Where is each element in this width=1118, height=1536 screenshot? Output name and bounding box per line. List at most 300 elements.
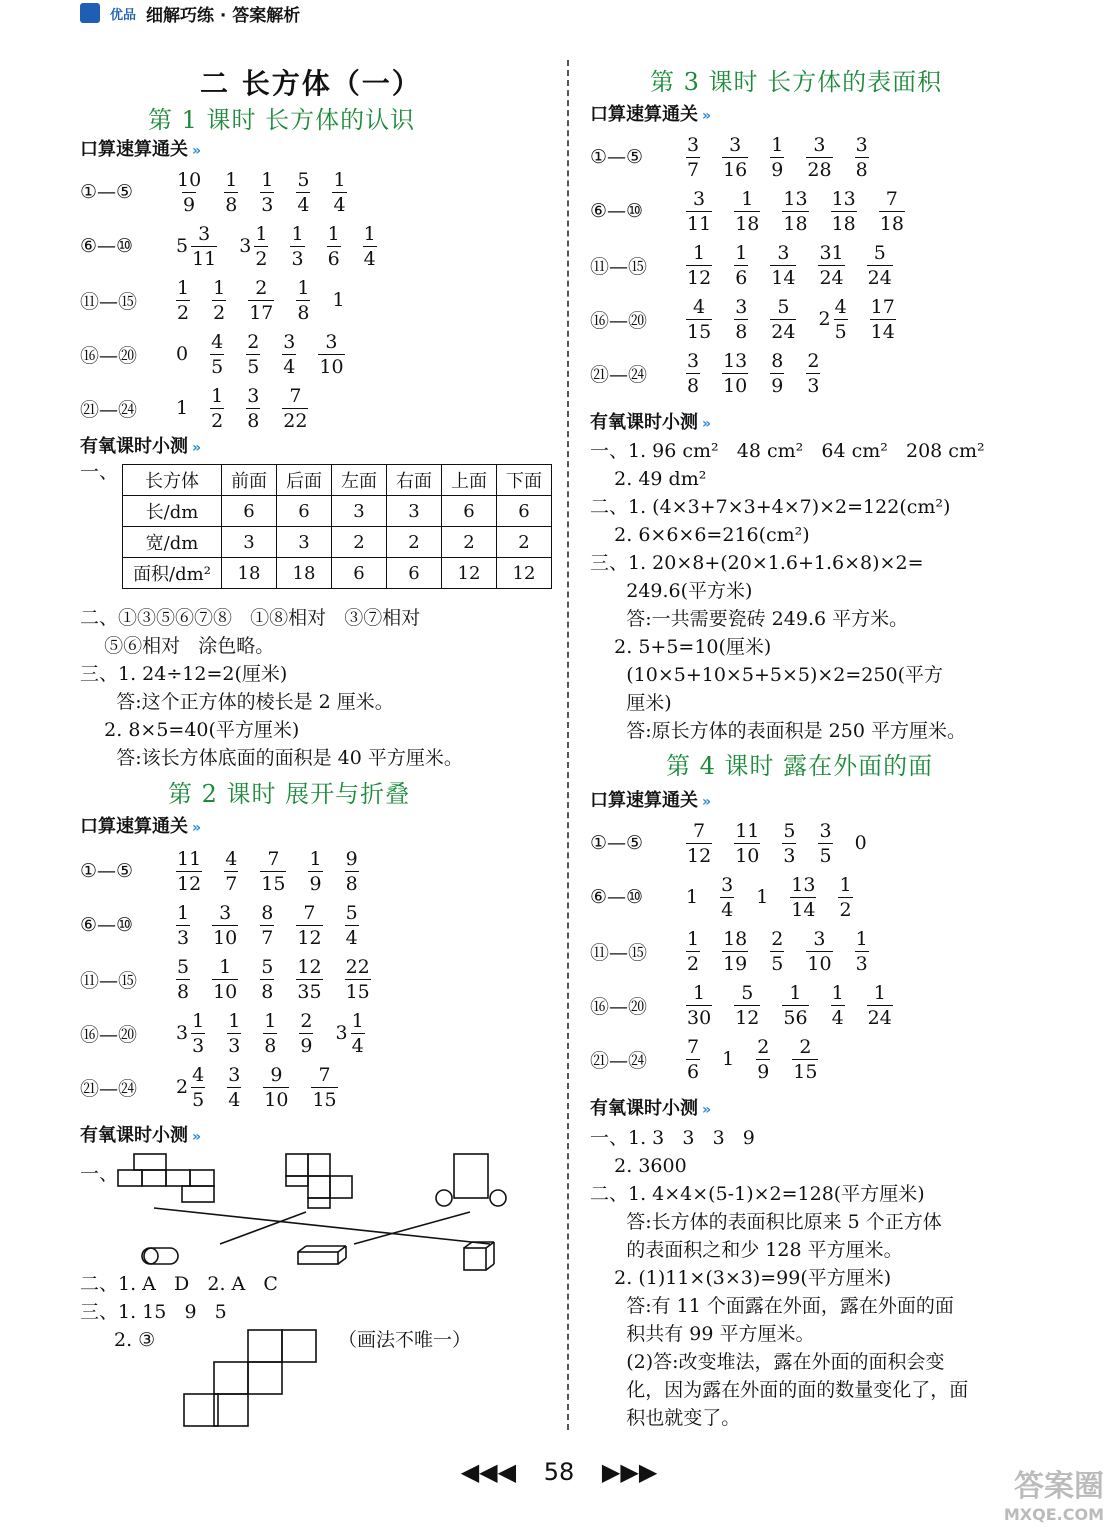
denominator: 24 — [771, 320, 796, 343]
row-label: ㉑—㉔ — [80, 398, 138, 421]
answer-line: 答:长方体的表面积比原来 5 个正方体 — [590, 1211, 942, 1233]
oral-answer-row — [590, 346, 905, 400]
numerator: 1 — [687, 927, 700, 950]
numerator: 1 — [177, 901, 190, 924]
whole-part: 2 — [818, 308, 831, 330]
denominator: 10 — [807, 952, 832, 975]
denominator: 9 — [771, 374, 784, 397]
fraction — [834, 295, 848, 344]
lesson1-area-table — [122, 464, 552, 589]
whole-part: 3 — [239, 235, 252, 257]
numerator: 7 — [267, 847, 280, 870]
numerator: 5 — [261, 955, 274, 978]
brand-name: 优品 — [110, 7, 137, 23]
numerator: 31 — [819, 241, 844, 264]
table-cell: 12 — [497, 558, 552, 589]
answer-line: 三、1. 20×8+(20×1.6+1.6×8)×2= — [590, 552, 924, 574]
numerator: 1 — [351, 1009, 364, 1032]
row-label: ⑪—⑮ — [80, 969, 138, 992]
oral-answer-row — [80, 219, 377, 273]
fraction — [855, 927, 869, 976]
fraction — [720, 873, 734, 922]
numerator: 1 — [831, 981, 844, 1004]
denominator: 4 — [283, 355, 296, 378]
lesson3-quiz-title: 有氧课时小测 » — [590, 412, 712, 433]
fraction — [770, 133, 784, 182]
oral-answer-row — [590, 816, 893, 870]
cylinder-shape — [142, 1248, 178, 1264]
numerator: 1 — [327, 222, 340, 245]
row-label: ⑪—⑮ — [80, 290, 138, 313]
denominator: 2 — [255, 247, 268, 270]
answer-line: 厘米) — [590, 692, 672, 714]
fraction — [770, 927, 784, 976]
numerator: 1 — [839, 873, 852, 896]
answer-line: 三、1. 24÷12=2(厘米) — [80, 663, 288, 685]
fraction — [227, 1063, 241, 1112]
numerator: 1 — [363, 222, 376, 245]
numerator: 13 — [831, 187, 856, 210]
next-page-arrows[interactable]: ▶▶▶ — [601, 1458, 658, 1486]
oral-answer-row — [590, 130, 905, 184]
table-header-row — [123, 465, 552, 496]
table-cell: 6 — [332, 558, 387, 589]
denominator: 14 — [870, 320, 895, 343]
answer-value: 0 — [176, 343, 189, 365]
denominator: 11 — [192, 247, 217, 270]
numerator: 3 — [283, 330, 296, 353]
denominator: 12 — [177, 872, 202, 895]
denominator: 9 — [183, 193, 196, 216]
numerator: 13 — [791, 873, 816, 896]
fraction — [246, 384, 260, 433]
denominator: 8 — [855, 158, 868, 181]
chevron-right-icon: » — [702, 108, 712, 124]
answer-value: 1 — [686, 886, 699, 908]
fraction — [756, 1035, 770, 1084]
lesson2-q3-2: 2. ③ — [114, 1329, 156, 1351]
fraction — [299, 1009, 313, 1058]
denominator: 15 — [312, 1088, 337, 1111]
fraction — [212, 955, 238, 1004]
fraction — [831, 187, 857, 236]
fraction — [722, 133, 748, 182]
book-logo-icon — [80, 3, 100, 23]
denominator: 14 — [791, 898, 816, 921]
oral-answer-row — [80, 844, 371, 898]
mixed-number — [176, 1063, 205, 1112]
numerator: 2 — [247, 330, 260, 353]
fraction — [686, 819, 712, 868]
numerator: 3 — [721, 873, 734, 896]
numerator: 2 — [799, 1035, 812, 1058]
numerator: 1 — [225, 168, 238, 191]
denominator: 15 — [687, 320, 712, 343]
numerator: 1 — [261, 168, 274, 191]
denominator: 9 — [300, 1034, 313, 1057]
table-cell: 3 — [222, 527, 277, 558]
fraction — [867, 981, 893, 1030]
lesson4-quiz-title: 有氧课时小测 » — [590, 1098, 712, 1119]
numerator: 4 — [834, 295, 847, 318]
answer-line: 化，因为露在外面的面的数量变化了，面 — [590, 1379, 969, 1401]
oral-answer-row — [590, 1032, 893, 1086]
denominator: 56 — [783, 1006, 808, 1029]
denominator: 5 — [211, 355, 224, 378]
denominator: 2 — [177, 301, 190, 324]
row-label: ⑯—⑳ — [590, 995, 648, 1018]
fraction — [176, 276, 190, 325]
denominator: 22 — [283, 409, 308, 432]
table-header-cell: 上面 — [442, 465, 497, 496]
numerator: 9 — [270, 1063, 283, 1086]
numerator: 3 — [729, 133, 742, 156]
fraction — [327, 222, 341, 271]
denominator: 7 — [261, 926, 274, 949]
numerator: 3 — [228, 1063, 241, 1086]
fraction — [248, 276, 274, 325]
denominator: 7 — [687, 158, 700, 181]
fraction — [224, 847, 238, 896]
denominator: 16 — [723, 158, 748, 181]
fraction — [318, 330, 344, 379]
numerator: 7 — [687, 1035, 700, 1058]
answer-items — [686, 133, 869, 182]
answer-items — [176, 222, 377, 271]
column-divider — [567, 60, 569, 1430]
header-title: 细解巧练 · 答案解析 — [146, 5, 301, 26]
numerator: 2 — [300, 1009, 313, 1032]
table-row — [123, 527, 552, 558]
row-label: ⑯—⑳ — [80, 1023, 138, 1046]
denominator: 3 — [192, 1034, 205, 1057]
denominator: 4 — [345, 926, 358, 949]
denominator: 10 — [319, 355, 344, 378]
table-cell: 宽/dm — [123, 527, 222, 558]
oral-answer-row — [590, 238, 905, 292]
denominator: 4 — [363, 247, 376, 270]
prev-page-arrows[interactable]: ◀◀◀ — [460, 1458, 517, 1486]
fraction — [818, 819, 832, 868]
denominator: 2 — [213, 301, 226, 324]
fraction — [176, 955, 190, 1004]
fraction — [686, 981, 712, 1030]
table-header-cell: 前面 — [222, 465, 277, 496]
fraction — [296, 168, 310, 217]
cube-shape — [464, 1242, 494, 1270]
lesson4-oral-title: 口算速算通关 » — [590, 790, 712, 811]
fraction — [686, 1035, 700, 1084]
fraction — [686, 187, 712, 236]
row-label: ㉑—㉔ — [80, 1077, 138, 1100]
fraction — [224, 168, 238, 217]
denominator: 3 — [261, 193, 274, 216]
fraction — [879, 187, 905, 236]
denominator: 9 — [771, 158, 784, 181]
fraction — [722, 349, 748, 398]
answer-items — [686, 1035, 818, 1084]
numerator: 1 — [264, 1009, 277, 1032]
table-cell: 12 — [442, 558, 497, 589]
denominator: 4 — [228, 1088, 241, 1111]
net-diagram-3 — [436, 1154, 506, 1206]
fraction — [263, 1009, 277, 1058]
row-label: ①—⑤ — [80, 860, 134, 882]
denominator: 7 — [225, 872, 238, 895]
answer-line: 二、1. (4×3+7×3+4×7)×2=122(cm²) — [590, 496, 951, 518]
fraction — [191, 1009, 205, 1058]
fraction — [176, 168, 202, 217]
fraction — [782, 187, 808, 236]
oral-answer-row — [590, 870, 893, 924]
denominator: 18 — [879, 212, 904, 235]
numerator: 1 — [309, 847, 322, 870]
denominator: 3 — [177, 926, 190, 949]
denominator: 2 — [687, 952, 700, 975]
numerator: 1 — [693, 241, 706, 264]
numerator: 4 — [693, 295, 706, 318]
chevron-right-icon: » — [192, 143, 202, 159]
numerator: 1 — [741, 187, 754, 210]
numerator: 2 — [771, 927, 784, 950]
fraction — [686, 295, 712, 344]
numerator: 1 — [228, 1009, 241, 1032]
fraction — [260, 955, 274, 1004]
fraction — [227, 1009, 241, 1058]
denominator: 18 — [783, 212, 808, 235]
row-label: ⑯—⑳ — [80, 344, 138, 367]
cube-net-drawing — [180, 1326, 320, 1432]
denominator: 10 — [735, 844, 760, 867]
lesson3-oral-answers — [590, 130, 905, 400]
net-diagram-1 — [118, 1154, 214, 1202]
mixed-number — [818, 295, 847, 344]
oral-answer-row — [80, 1006, 371, 1060]
answer-items — [176, 847, 359, 896]
answer-line: ⑤⑥相对 涂色略。 — [80, 635, 275, 657]
table-row — [123, 558, 552, 589]
lesson4-answers — [590, 1124, 968, 1432]
denominator: 3 — [807, 374, 820, 397]
fraction — [345, 847, 359, 896]
unit-title: 二 长方体（一） — [200, 67, 422, 100]
numerator: 5 — [741, 981, 754, 1004]
table-cell: 2 — [497, 527, 552, 558]
chevron-right-icon: » — [702, 1102, 712, 1118]
fraction — [838, 873, 852, 922]
whole-part: 5 — [176, 235, 189, 257]
numerator: 3 — [247, 384, 260, 407]
fraction — [263, 1063, 289, 1112]
denominator: 8 — [735, 320, 748, 343]
numerator: 1 — [789, 981, 802, 1004]
numerator: 2 — [807, 349, 820, 372]
numerator: 1 — [291, 222, 304, 245]
numerator: 1 — [693, 981, 706, 1004]
answer-line: 的表面积之和少 128 平方厘米。 — [590, 1239, 903, 1261]
table-cell: 2 — [332, 527, 387, 558]
answer-items — [686, 819, 867, 868]
numerator: 1 — [213, 276, 226, 299]
row-label: ⑪—⑮ — [590, 255, 648, 278]
oral-answer-row — [80, 327, 377, 381]
table-header-cell: 下面 — [497, 465, 552, 496]
numerator: 5 — [177, 955, 190, 978]
denominator: 18 — [831, 212, 856, 235]
answer-items — [176, 276, 345, 325]
row-label: ①—⑤ — [590, 832, 644, 854]
numerator: 9 — [345, 847, 358, 870]
answer-line: 二、1. A D 2. A C — [80, 1273, 278, 1295]
table-header-cell: 左面 — [332, 465, 387, 496]
row-label: ⑯—⑳ — [590, 309, 648, 332]
denominator: 24 — [819, 266, 844, 289]
answer-items — [686, 927, 869, 976]
fraction — [282, 330, 296, 379]
answer-line: 答:该长方体底面的面积是 40 平方厘米。 — [80, 747, 463, 769]
numerator: 11 — [735, 819, 760, 842]
mixed-number — [176, 1009, 205, 1058]
lesson1-oral-title: 口算速算通关 » — [80, 139, 202, 160]
fraction — [254, 222, 268, 271]
chevron-right-icon: » — [702, 416, 712, 432]
fraction — [260, 901, 274, 950]
answer-items — [686, 349, 820, 398]
oral-answer-row — [80, 952, 371, 1006]
fraction — [867, 241, 893, 290]
fraction — [790, 873, 816, 922]
fraction — [831, 981, 845, 1030]
numerator: 7 — [693, 819, 706, 842]
denominator: 17 — [249, 301, 274, 324]
table-cell: 3 — [277, 527, 332, 558]
numerator: 1 — [333, 168, 346, 191]
denominator: 4 — [333, 193, 346, 216]
mixed-number — [176, 222, 217, 271]
lesson2-q1-label: 一、 — [80, 1163, 119, 1185]
denominator: 8 — [261, 980, 274, 1003]
fraction — [686, 927, 700, 976]
denominator: 8 — [687, 374, 700, 397]
denominator: 11 — [687, 212, 712, 235]
numerator: 1 — [192, 1009, 205, 1032]
lesson2-title: 第 2 课时 展开与折叠 — [168, 780, 411, 808]
denominator: 3 — [291, 247, 304, 270]
table-cell: 18 — [277, 558, 332, 589]
mixed-number — [239, 222, 268, 271]
fraction — [212, 901, 238, 950]
denominator: 3 — [783, 844, 796, 867]
fraction — [296, 901, 322, 950]
net-matching-sketch — [110, 1148, 530, 1278]
watermark: 答案圈 MXQE.COM — [1003, 1469, 1104, 1524]
denominator: 8 — [345, 872, 358, 895]
table-cell: 2 — [442, 527, 497, 558]
lesson1-title: 第 1 课时 长方体的认识 — [148, 106, 416, 134]
numerator: 5 — [777, 295, 790, 318]
answer-line: (2)答:改变堆法，露在外面的面积会变 — [590, 1351, 945, 1373]
answer-line: 积也就变了。 — [590, 1407, 741, 1429]
fraction — [191, 1063, 205, 1112]
denominator: 3 — [855, 952, 868, 975]
denominator: 6 — [735, 266, 748, 289]
denominator: 2 — [839, 898, 852, 921]
table-header-cell: 后面 — [277, 465, 332, 496]
table-cell: 2 — [387, 527, 442, 558]
denominator: 8 — [225, 193, 238, 216]
lesson1-answers — [80, 604, 463, 772]
lesson3-answers — [590, 437, 985, 745]
denominator: 8 — [177, 980, 190, 1003]
fraction — [818, 241, 844, 290]
numerator: 1 — [255, 222, 268, 245]
answer-line: 249.6(平方米) — [590, 580, 753, 602]
drawing-note: （画法不唯一） — [338, 1329, 472, 1351]
denominator: 18 — [735, 212, 760, 235]
row-label: ⑪—⑮ — [590, 941, 648, 964]
fraction — [782, 819, 796, 868]
numerator: 7 — [885, 187, 898, 210]
numerator: 10 — [177, 168, 202, 191]
numerator: 3 — [693, 187, 706, 210]
table-header-cell: 长方体 — [123, 465, 222, 496]
answer-line: 答:这个正方体的棱长是 2 厘米。 — [80, 691, 394, 713]
table-row — [123, 496, 552, 527]
lesson2-oral-title: 口算速算通关 » — [80, 816, 202, 837]
oral-answer-row — [590, 184, 905, 238]
denominator: 8 — [297, 301, 310, 324]
mixed-number — [335, 1009, 364, 1058]
fraction — [246, 330, 260, 379]
denominator: 15 — [345, 980, 370, 1003]
page-header — [80, 0, 300, 26]
whole-part: 3 — [176, 1022, 189, 1044]
answer-line: 答:一共需要瓷砖 249.6 平方米。 — [590, 608, 909, 630]
lesson1-quiz-title: 有氧课时小测 » — [80, 436, 202, 457]
denominator: 5 — [192, 1088, 205, 1111]
lesson1-oral-answers — [80, 165, 377, 435]
denominator: 2 — [211, 409, 224, 432]
row-label: ⑥—⑩ — [590, 886, 644, 908]
lesson4-oral-answers — [590, 816, 893, 1086]
fraction — [282, 384, 308, 433]
numerator: 3 — [777, 241, 790, 264]
numerator: 3 — [325, 330, 338, 353]
fraction — [345, 955, 371, 1004]
denominator: 10 — [264, 1088, 289, 1111]
numerator: 22 — [345, 955, 370, 978]
fraction — [734, 295, 748, 344]
answer-line: 一、1. 96 cm² 48 cm² 64 cm² 208 cm² — [590, 440, 985, 462]
denominator: 4 — [721, 898, 734, 921]
row-label: ⑥—⑩ — [80, 235, 134, 257]
fraction — [782, 981, 808, 1030]
answer-items — [686, 187, 905, 236]
page-number-bar — [0, 1458, 1118, 1486]
fraction — [734, 981, 760, 1030]
fraction — [806, 349, 820, 398]
denominator: 14 — [771, 266, 796, 289]
table-cell: 面积/dm² — [123, 558, 222, 589]
denominator: 10 — [213, 980, 238, 1003]
denominator: 4 — [351, 1034, 364, 1057]
numerator: 3 — [219, 901, 232, 924]
numerator: 12 — [297, 955, 322, 978]
numerator: 11 — [177, 847, 202, 870]
denominator: 9 — [757, 1060, 770, 1083]
fraction — [345, 901, 359, 950]
fraction — [770, 349, 784, 398]
